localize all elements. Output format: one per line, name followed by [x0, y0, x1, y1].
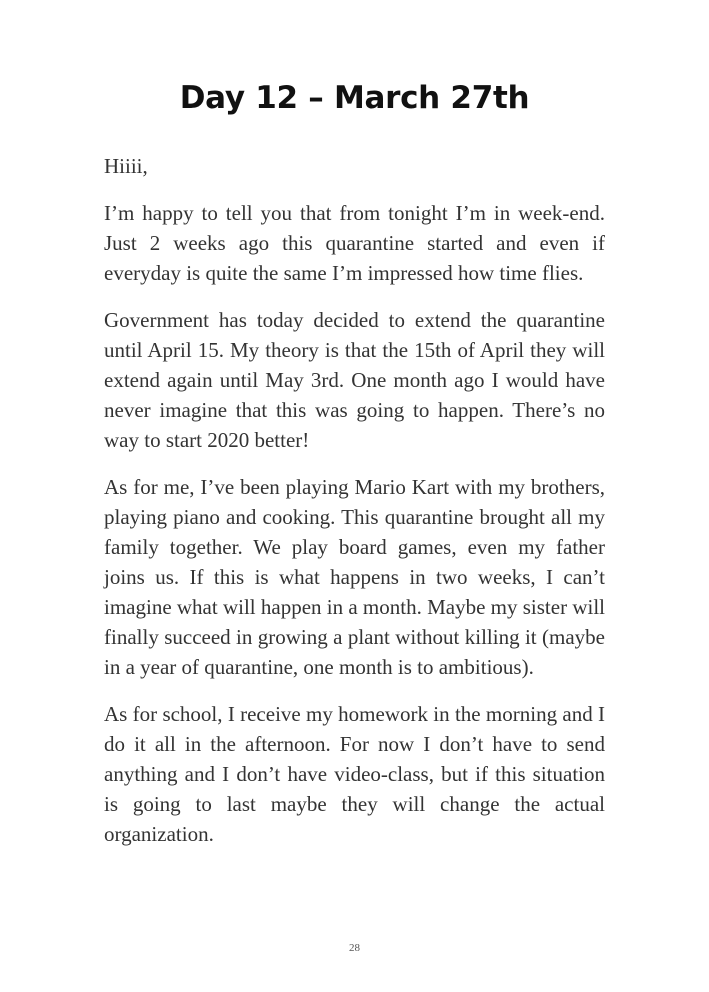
- paragraph-school: As for school, I receive my homework in the morning and I do it all in the afternoon. For now I don’t have to send anything and I don’t have video-class, but if this situation is going to last maybe they will change the actual organization.: [104, 702, 605, 846]
- page-number: 28: [349, 942, 360, 954]
- greeting: Hiiii,: [104, 154, 148, 178]
- page-title: Day 12 – March 27th: [179, 80, 530, 116]
- paragraph-weekend: I’m happy to tell you that from tonight I’m in week-end. Just 2 weeks ago this quarantine started and even if everyday is quite the same I’m impressed how time flies.: [104, 201, 605, 285]
- paragraph-government: Government has today decided to extend the quarantine until April 15. My theory is that the 15th of April they will extend again until May 3rd. One month ago I would have never imagine that this was going to happen. There’s no way to start 2020 better!: [104, 308, 605, 452]
- diary-body: [104, 151, 605, 866]
- paragraph-family: As for me, I’ve been playing Mario Kart with my brothers, playing piano and cooking. This quarantine brought all my family together. We play board games, even my father joins us. If this is what happens in two weeks, I can’t imagine what will happen in a month. Maybe my sister will finally succeed in growing a plant without killing it (maybe in a year of quarantine, one month is to ambitious).: [104, 475, 605, 679]
